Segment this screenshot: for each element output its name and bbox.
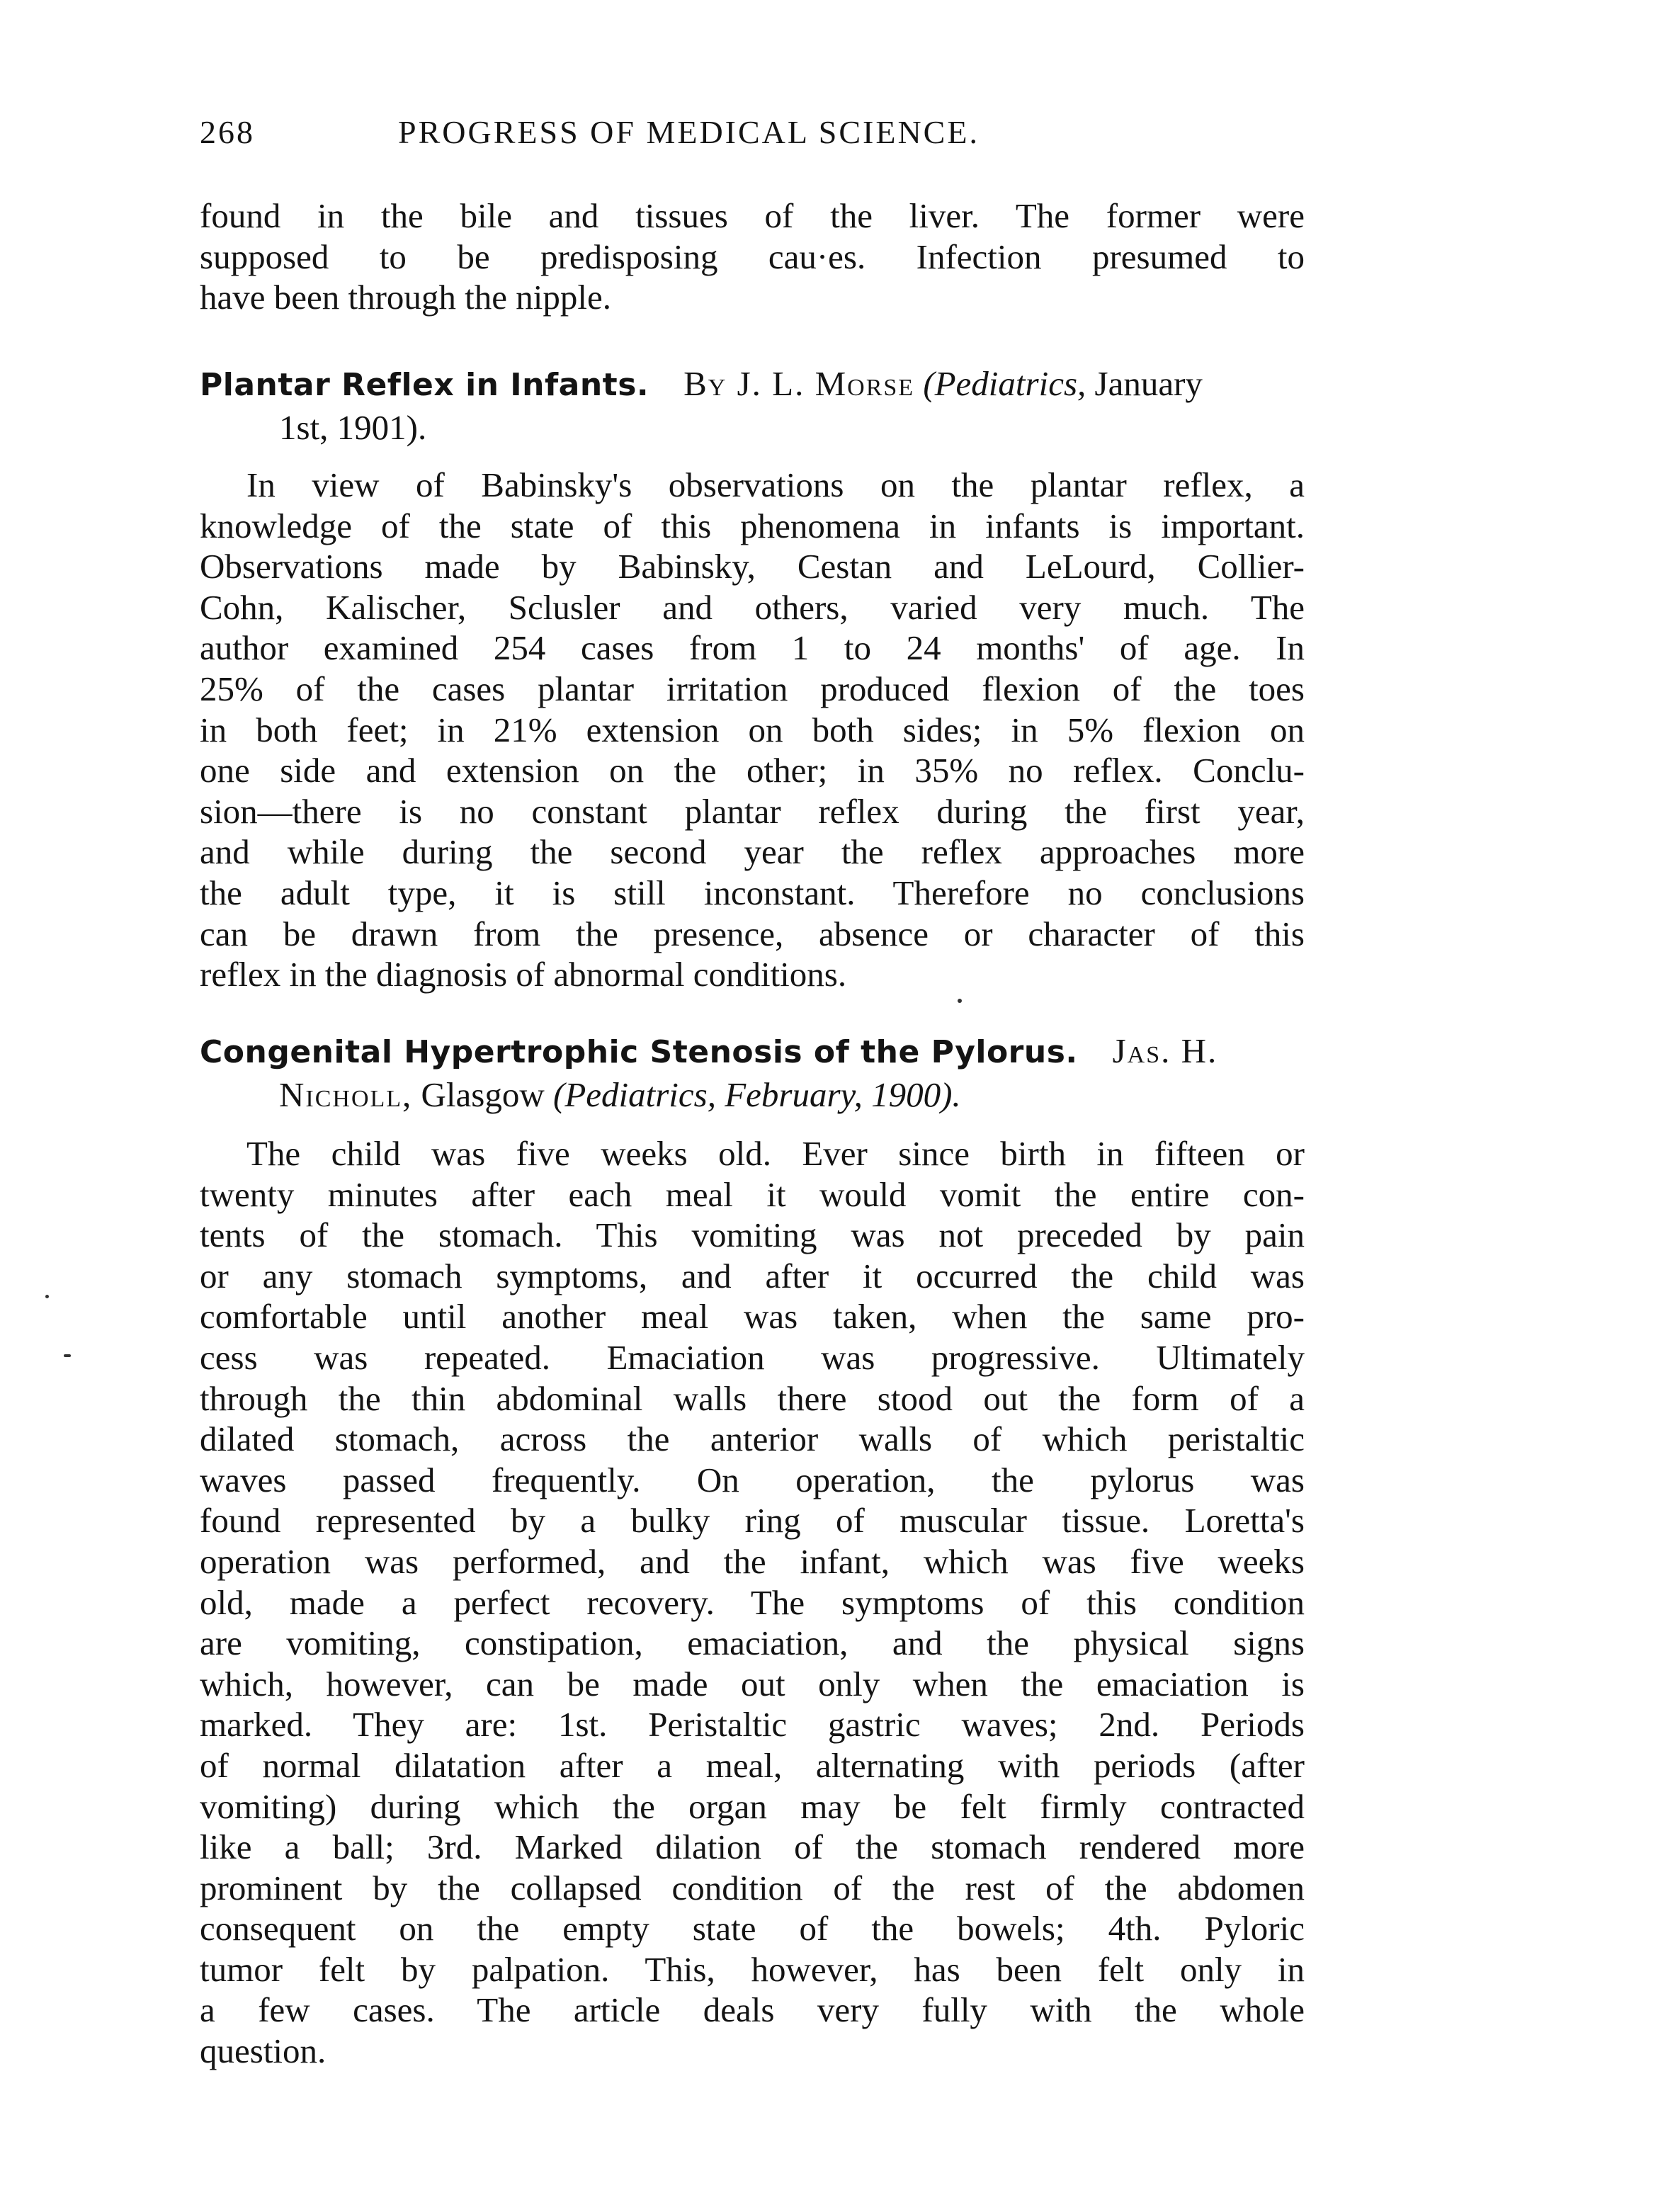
article-source-month: January bbox=[1094, 364, 1203, 403]
text-line: are vomiting, constipation, emaciation, and the physical signs bbox=[200, 1623, 1305, 1663]
article-author: Jas. H. bbox=[1112, 1031, 1218, 1070]
article-title: Plantar Reflex in Infants. bbox=[200, 367, 649, 403]
article-author-surname: Nicholl, bbox=[279, 1075, 413, 1114]
article-body-pyloric-stenosis bbox=[200, 1133, 1305, 2072]
text-line: the adult type, it is still inconstant. Therefore no conclusions bbox=[200, 873, 1305, 912]
text-line: author examined 254 cases from 1 to 24 months' of age. In bbox=[200, 628, 1305, 668]
text-line: a few cases. The article deals very fully with the whole bbox=[200, 1990, 1305, 2030]
text-line: marked. They are: 1st. Peristaltic gastric waves; 2nd. Periods bbox=[200, 1705, 1305, 1745]
article-body-plantar-reflex bbox=[200, 465, 1305, 995]
text-line: of normal dilatation after a meal, alternating with periods (after bbox=[200, 1745, 1305, 1785]
article-heading-pyloric-stenosis bbox=[200, 1030, 1305, 1116]
text-line: In view of Babinsky's observations on the plantar reflex, a bbox=[246, 465, 1305, 504]
text-line: Cohn, Kalischer, Sclusler and others, varied very much. The bbox=[200, 587, 1305, 627]
print-speck bbox=[958, 999, 962, 1003]
text-line: found in the bile and tissues of the liver. The former were bbox=[200, 196, 1305, 235]
text-line: through the thin abdominal walls there stood out the form of a bbox=[200, 1378, 1305, 1418]
text-line: supposed to be predisposing cau·es. Infection presumed to bbox=[200, 237, 1305, 276]
text-line: twenty minutes after each meal it would vomit the entire con- bbox=[200, 1174, 1305, 1214]
text-line: have been through the nipple. bbox=[200, 278, 612, 317]
page-number: 268 bbox=[200, 114, 255, 150]
text-line: like a ball; 3rd. Marked dilation of the stomach rendered more bbox=[200, 1827, 1305, 1867]
text-line: operation was performed, and the infant, which was five weeks bbox=[200, 1541, 1305, 1581]
article-title: Congenital Hypertrophic Stenosis of the Pylorus. bbox=[200, 1034, 1078, 1070]
text-line: comfortable until another meal was taken, when the same pro- bbox=[200, 1297, 1305, 1337]
running-head bbox=[200, 113, 1305, 163]
print-speck bbox=[45, 1295, 49, 1298]
text-line: found represented by a bulky ring of muscular tissue. Loretta's bbox=[200, 1501, 1305, 1541]
text-line: dilated stomach, across the anterior walls of which peristaltic bbox=[200, 1419, 1305, 1459]
text-line: The child was five weeks old. Ever since birth in fifteen or bbox=[246, 1134, 1305, 1173]
text-line: tents of the stomach. This vomiting was not preceded by pain bbox=[200, 1215, 1305, 1255]
text-line: consequent on the empty state of the bowels; 4th. Pyloric bbox=[200, 1909, 1305, 1949]
text-line: tumor felt by palpation. This, however, has been felt only in bbox=[200, 1949, 1305, 1989]
article-author: By J. L. Morse bbox=[683, 364, 915, 403]
text-line: old, made a perfect recovery. The symptoms of this condition bbox=[200, 1582, 1305, 1622]
text-line: which, however, can be made out only when the emaciation is bbox=[200, 1664, 1305, 1703]
article-place: Glasgow bbox=[421, 1075, 545, 1114]
text-line: prominent by the collapsed condition of the rest of the abdomen bbox=[200, 1868, 1305, 1907]
intro-paragraph bbox=[200, 195, 1305, 318]
text-line: one side and extension on the other; in 35% no reflex. Conclu- bbox=[200, 751, 1305, 790]
text-line: 25% of the cases plantar irritation produced flexion of the toes bbox=[200, 669, 1305, 708]
article-source-date: 1st, 1901). bbox=[279, 408, 427, 447]
article-source: (Pediatrics, bbox=[923, 364, 1086, 403]
text-line: cess was repeated. Emaciation was progressive. Ultimately bbox=[200, 1337, 1305, 1377]
text-line: sion—there is no constant plantar reflex during the first year, bbox=[200, 791, 1305, 831]
print-speck bbox=[64, 1354, 71, 1357]
article-source: (Pediatrics, February, 1900). bbox=[553, 1075, 961, 1114]
text-line: knowledge of the state of this phenomena in infants is important. bbox=[200, 506, 1305, 545]
text-line: reflex in the diagnosis of abnormal conditions. bbox=[200, 955, 847, 994]
running-title: PROGRESS OF MEDICAL SCIENCE. bbox=[398, 114, 980, 150]
text-line: question. bbox=[200, 2031, 327, 2071]
text-line: in both feet; in 21% extension on both sides; in 5% flexion on bbox=[200, 710, 1305, 749]
text-line: vomiting) during which the organ may be felt firmly contracted bbox=[200, 1786, 1305, 1826]
article-heading-plantar-reflex bbox=[200, 363, 1305, 449]
text-line: and while during the second year the reflex approaches more bbox=[200, 832, 1305, 872]
text-line: or any stomach symptoms, and after it occurred the child was bbox=[200, 1256, 1305, 1295]
text-line: waves passed frequently. On operation, the pylorus was bbox=[200, 1460, 1305, 1499]
text-line: Observations made by Babinsky, Cestan and LeLourd, Collier- bbox=[200, 547, 1305, 586]
text-line: can be drawn from the presence, absence or character of this bbox=[200, 914, 1305, 953]
